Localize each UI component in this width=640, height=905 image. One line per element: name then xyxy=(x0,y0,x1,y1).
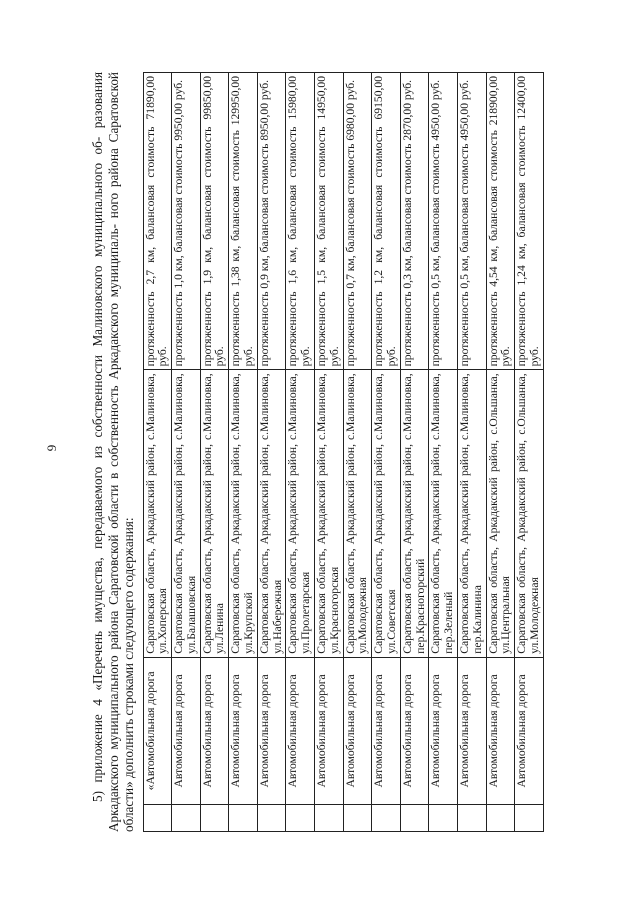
property-table xyxy=(143,72,544,832)
table-row xyxy=(257,73,286,832)
row-number-cell xyxy=(315,804,344,831)
table-row xyxy=(486,73,515,832)
row-number-cell xyxy=(200,804,229,831)
object-description-cell: протяженность 0,7 км, балансовая стоимость 6980,00 руб. xyxy=(343,73,372,370)
row-number-cell xyxy=(429,804,458,831)
object-name-cell: Автомобильная дорога xyxy=(286,657,315,804)
object-name-cell: Автомобильная дорога xyxy=(372,657,401,804)
object-description-cell: протяженность 0,5 км, балансовая стоимость 4950,00 руб. xyxy=(458,73,487,370)
object-name-cell: Автомобильная дорога xyxy=(315,657,344,804)
table-row xyxy=(143,73,172,832)
row-number-cell xyxy=(343,804,372,831)
row-number-cell xyxy=(515,804,544,831)
object-name-cell: Автомобильная дорога xyxy=(172,657,201,804)
object-description-cell: протяженность 1,0 км, балансовая стоимость 9950,00 руб. xyxy=(172,73,201,370)
object-description-cell: протяженность 0,3 км, балансовая стоимость 2870,00 руб. xyxy=(400,73,429,370)
table-row xyxy=(286,73,315,832)
table-row xyxy=(400,73,429,832)
intro-paragraph xyxy=(90,72,137,832)
row-number-cell xyxy=(486,804,515,831)
object-description-cell: протяженность 0,9 км, балансовая стоимость 8950,00 руб. xyxy=(257,73,286,370)
object-address-cell: Саратовская область, Аркадакский район, с.Ольшанка, ул.Центральная xyxy=(486,370,515,657)
object-address-cell: Саратовская область, Аркадакский район, с.Малиновка, ул.Пролетарская xyxy=(286,370,315,657)
row-number-cell xyxy=(372,804,401,831)
object-name-cell: «Автомобильная дорога xyxy=(143,657,172,804)
table-row xyxy=(429,73,458,832)
object-name-cell: Автомобильная дорога xyxy=(515,657,544,804)
object-description-cell: протяженность 1,38 км, балансовая стоимость 129950,00 руб. xyxy=(229,73,258,370)
object-description-cell: протяженность 1,9 км, балансовая стоимость 99850,00 руб. xyxy=(200,73,229,370)
object-address-cell: Саратовская область, Аркадакский район, с.Малиновка, ул.Молодежная xyxy=(343,370,372,657)
property-table-body xyxy=(143,73,543,832)
object-name-cell: Автомобильная дорога xyxy=(229,657,258,804)
object-description-cell: протяженность 1,5 км, балансовая стоимость 14950,00 руб. xyxy=(315,73,344,370)
object-name-cell: Автомобильная дорога xyxy=(458,657,487,804)
object-name-cell: Автомобильная дорога xyxy=(343,657,372,804)
object-description-cell: протяженность 1,24 км, балансовая стоимость 12400,00 руб. xyxy=(515,73,544,370)
object-name-cell: Автомобильная дорога xyxy=(200,657,229,804)
object-address-cell: Саратовская область, Аркадакский район, с.Малиновка, ул.Советская xyxy=(372,370,401,657)
table-row xyxy=(343,73,372,832)
object-name-cell: Автомобильная дорога xyxy=(429,657,458,804)
object-address-cell: Саратовская область, Аркадакский район, с.Ольшанка, ул.Молодежная xyxy=(515,370,544,657)
object-name-cell: Автомобильная дорога xyxy=(400,657,429,804)
row-number-cell xyxy=(458,804,487,831)
object-address-cell: Саратовская область, Аркадакский район, с.Малиновка, пер.Калинина xyxy=(458,370,487,657)
object-name-cell: Автомобильная дорога xyxy=(257,657,286,804)
table-row xyxy=(229,73,258,832)
object-address-cell: Саратовская область, Аркадакский район, с.Малиновка, ул.Хоперская xyxy=(143,370,172,657)
rotated-page-content xyxy=(90,72,550,832)
object-address-cell: Саратовская область, Аркадакский район, с.Малиновка, пер.Зеленый xyxy=(429,370,458,657)
object-description-cell: протяженность 2,7 км, балансовая стоимость 71890,00 руб. xyxy=(143,73,172,370)
object-name-cell: Автомобильная дорога xyxy=(486,657,515,804)
table-row xyxy=(372,73,401,832)
object-description-cell: протяженность 1,2 км, балансовая стоимость 69150,00 руб. xyxy=(372,73,401,370)
intro-line-3: ного района Саратовской области» дополнить строками следующего содержания: xyxy=(105,72,136,832)
row-number-cell xyxy=(143,804,172,831)
row-number-cell xyxy=(257,804,286,831)
table-row xyxy=(172,73,201,832)
object-address-cell: Саратовская область, Аркадакский район, с.Малиновка, ул.Балашовская xyxy=(172,370,201,657)
object-address-cell: Саратовская область, Аркадакский район, с.Малиновка, ул.Крупской xyxy=(229,370,258,657)
row-number-cell xyxy=(286,804,315,831)
table-row xyxy=(200,73,229,832)
object-description-cell: протяженность 4,54 км, балансовая стоимость 218900,00 руб. xyxy=(486,73,515,370)
row-number-cell xyxy=(229,804,258,831)
object-address-cell: Саратовская область, Аркадакский район, с.Малиновка, ул.Ленина xyxy=(200,370,229,657)
intro-line-1: 5) приложение 4 «Перечень имущества, передаваемого из собственности Малиновского муниципального об- xyxy=(90,136,105,802)
row-number-cell xyxy=(172,804,201,831)
object-description-cell: протяженность 0,5 км, балансовая стоимость 4950,00 руб. xyxy=(429,73,458,370)
object-address-cell: Саратовская область, Аркадакский район, с.Малиновка, пер.Красногорский xyxy=(400,370,429,657)
table-row xyxy=(315,73,344,832)
row-number-cell xyxy=(400,804,429,831)
object-address-cell: Саратовская область, Аркадакский район, с.Малиновка, ул.Красногорская xyxy=(315,370,344,657)
object-description-cell: протяженность 1,6 км, балансовая стоимость 15980,00 руб. xyxy=(286,73,315,370)
table-row xyxy=(458,73,487,832)
intro-line-2: разования Аркадакского муниципального района Саратовской области в собственность Аркадакского муниципаль- xyxy=(90,71,121,832)
page-number: 9 xyxy=(44,444,59,452)
object-address-cell: Саратовская область, Аркадакский район, с.Малиновка, ул.Набережная xyxy=(257,370,286,657)
table-row xyxy=(515,73,544,832)
